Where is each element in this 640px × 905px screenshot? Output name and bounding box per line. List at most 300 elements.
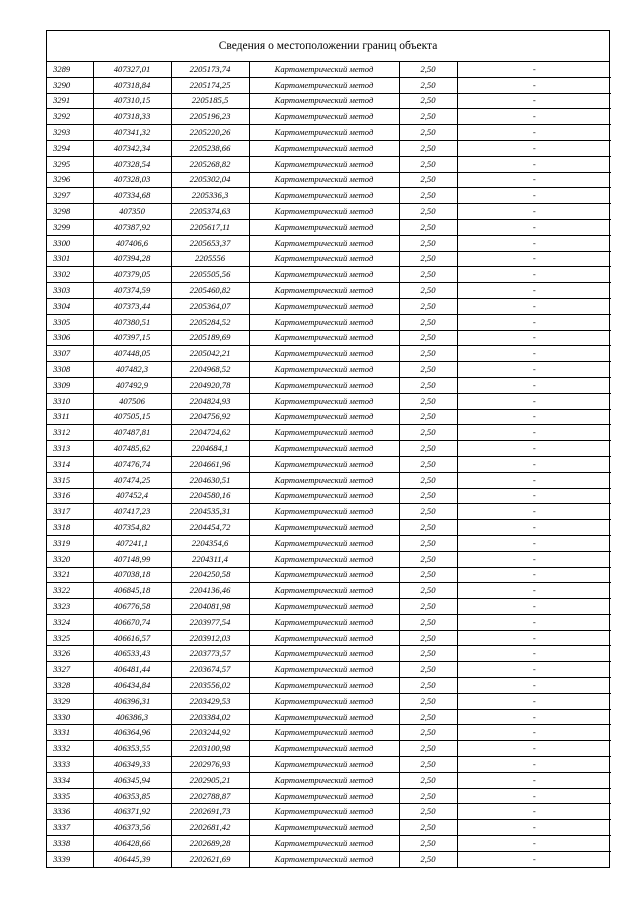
document-sheet bbox=[46, 30, 610, 868]
y-coordinate-cell: 2205268,82 bbox=[171, 156, 249, 172]
precision-cell: 2,50 bbox=[399, 820, 457, 836]
y-coordinate-cell: 2205617,11 bbox=[171, 219, 249, 235]
precision-cell: 2,50 bbox=[399, 851, 457, 866]
method-cell: Картометрический метод bbox=[249, 219, 399, 235]
method-cell: Картометрический метод bbox=[249, 504, 399, 520]
description-cell: - bbox=[457, 820, 611, 836]
table-row bbox=[47, 788, 611, 804]
y-coordinate-cell: 2203384,02 bbox=[171, 709, 249, 725]
precision-cell: 2,50 bbox=[399, 599, 457, 615]
method-cell: Картометрический метод bbox=[249, 140, 399, 156]
table-row bbox=[47, 488, 611, 504]
x-coordinate-cell: 407334,68 bbox=[93, 188, 171, 204]
description-cell: - bbox=[457, 535, 611, 551]
y-coordinate-cell: 2205042,21 bbox=[171, 346, 249, 362]
y-coordinate-cell: 2202681,42 bbox=[171, 820, 249, 836]
y-coordinate-cell: 2203556,02 bbox=[171, 678, 249, 694]
method-cell: Картометрический метод bbox=[249, 109, 399, 125]
description-cell: - bbox=[457, 583, 611, 599]
point-number-cell: 3326 bbox=[47, 646, 93, 662]
y-coordinate-cell: 2205374,63 bbox=[171, 204, 249, 220]
point-number-cell: 3316 bbox=[47, 488, 93, 504]
description-cell: - bbox=[457, 125, 611, 141]
method-cell: Картометрический метод bbox=[249, 377, 399, 393]
description-cell: - bbox=[457, 772, 611, 788]
y-coordinate-cell: 2205284,52 bbox=[171, 314, 249, 330]
point-number-cell: 3332 bbox=[47, 741, 93, 757]
x-coordinate-cell: 407350 bbox=[93, 204, 171, 220]
precision-cell: 2,50 bbox=[399, 93, 457, 109]
description-cell: - bbox=[457, 488, 611, 504]
x-coordinate-cell: 407310,15 bbox=[93, 93, 171, 109]
x-coordinate-cell: 406349,33 bbox=[93, 757, 171, 773]
precision-cell: 2,50 bbox=[399, 836, 457, 852]
point-number-cell: 3302 bbox=[47, 267, 93, 283]
method-cell: Картометрический метод bbox=[249, 646, 399, 662]
y-coordinate-cell: 2203100,98 bbox=[171, 741, 249, 757]
description-cell: - bbox=[457, 204, 611, 220]
precision-cell: 2,50 bbox=[399, 267, 457, 283]
y-coordinate-cell: 2205364,07 bbox=[171, 298, 249, 314]
description-cell: - bbox=[457, 836, 611, 852]
y-coordinate-cell: 2205653,37 bbox=[171, 235, 249, 251]
y-coordinate-cell: 2205460,82 bbox=[171, 283, 249, 299]
point-number-cell: 3334 bbox=[47, 772, 93, 788]
precision-cell: 2,50 bbox=[399, 693, 457, 709]
precision-cell: 2,50 bbox=[399, 425, 457, 441]
table-row bbox=[47, 583, 611, 599]
description-cell: - bbox=[457, 62, 611, 77]
table-row bbox=[47, 204, 611, 220]
description-cell: - bbox=[457, 741, 611, 757]
table-row bbox=[47, 836, 611, 852]
y-coordinate-cell: 2204661,96 bbox=[171, 456, 249, 472]
precision-cell: 2,50 bbox=[399, 662, 457, 678]
y-coordinate-cell: 2202788,87 bbox=[171, 788, 249, 804]
point-number-cell: 3318 bbox=[47, 520, 93, 536]
point-number-cell: 3290 bbox=[47, 77, 93, 93]
point-number-cell: 3325 bbox=[47, 630, 93, 646]
point-number-cell: 3289 bbox=[47, 62, 93, 77]
y-coordinate-cell: 2204968,52 bbox=[171, 362, 249, 378]
method-cell: Картометрический метод bbox=[249, 393, 399, 409]
point-number-cell: 3293 bbox=[47, 125, 93, 141]
table-title: Сведения о местоположении границ объекта bbox=[47, 31, 609, 62]
table-row bbox=[47, 409, 611, 425]
y-coordinate-cell: 2205173,74 bbox=[171, 62, 249, 77]
method-cell: Картометрический метод bbox=[249, 693, 399, 709]
x-coordinate-cell: 407342,34 bbox=[93, 140, 171, 156]
table-row bbox=[47, 551, 611, 567]
method-cell: Картометрический метод bbox=[249, 836, 399, 852]
method-cell: Картометрический метод bbox=[249, 725, 399, 741]
precision-cell: 2,50 bbox=[399, 62, 457, 77]
method-cell: Картометрический метод bbox=[249, 551, 399, 567]
table-row bbox=[47, 298, 611, 314]
point-number-cell: 3313 bbox=[47, 441, 93, 457]
y-coordinate-cell: 2203429,53 bbox=[171, 693, 249, 709]
coordinates-table bbox=[47, 62, 611, 867]
table-row bbox=[47, 93, 611, 109]
point-number-cell: 3320 bbox=[47, 551, 93, 567]
method-cell: Картометрический метод bbox=[249, 298, 399, 314]
precision-cell: 2,50 bbox=[399, 409, 457, 425]
x-coordinate-cell: 406364,96 bbox=[93, 725, 171, 741]
table-row bbox=[47, 630, 611, 646]
x-coordinate-cell: 407397,15 bbox=[93, 330, 171, 346]
precision-cell: 2,50 bbox=[399, 140, 457, 156]
description-cell: - bbox=[457, 109, 611, 125]
point-number-cell: 3319 bbox=[47, 535, 93, 551]
table-row bbox=[47, 709, 611, 725]
x-coordinate-cell: 407394,28 bbox=[93, 251, 171, 267]
table-row bbox=[47, 472, 611, 488]
description-cell: - bbox=[457, 441, 611, 457]
point-number-cell: 3312 bbox=[47, 425, 93, 441]
method-cell: Картометрический метод bbox=[249, 567, 399, 583]
point-number-cell: 3292 bbox=[47, 109, 93, 125]
x-coordinate-cell: 406670,74 bbox=[93, 614, 171, 630]
y-coordinate-cell: 2204354,6 bbox=[171, 535, 249, 551]
method-cell: Картометрический метод bbox=[249, 614, 399, 630]
method-cell: Картометрический метод bbox=[249, 851, 399, 866]
y-coordinate-cell: 2204250,58 bbox=[171, 567, 249, 583]
precision-cell: 2,50 bbox=[399, 219, 457, 235]
x-coordinate-cell: 407474,25 bbox=[93, 472, 171, 488]
description-cell: - bbox=[457, 219, 611, 235]
table-row bbox=[47, 156, 611, 172]
point-number-cell: 3296 bbox=[47, 172, 93, 188]
method-cell: Картометрический метод bbox=[249, 93, 399, 109]
method-cell: Картометрический метод bbox=[249, 820, 399, 836]
method-cell: Картометрический метод bbox=[249, 741, 399, 757]
precision-cell: 2,50 bbox=[399, 330, 457, 346]
method-cell: Картометрический метод bbox=[249, 251, 399, 267]
x-coordinate-cell: 407505,15 bbox=[93, 409, 171, 425]
point-number-cell: 3330 bbox=[47, 709, 93, 725]
table-row bbox=[47, 267, 611, 283]
x-coordinate-cell: 406481,44 bbox=[93, 662, 171, 678]
x-coordinate-cell: 407482,3 bbox=[93, 362, 171, 378]
method-cell: Картометрический метод bbox=[249, 425, 399, 441]
table-row bbox=[47, 125, 611, 141]
description-cell: - bbox=[457, 330, 611, 346]
method-cell: Картометрический метод bbox=[249, 156, 399, 172]
y-coordinate-cell: 2204684,1 bbox=[171, 441, 249, 457]
x-coordinate-cell: 406533,43 bbox=[93, 646, 171, 662]
description-cell: - bbox=[457, 757, 611, 773]
table-row bbox=[47, 678, 611, 694]
precision-cell: 2,50 bbox=[399, 488, 457, 504]
description-cell: - bbox=[457, 456, 611, 472]
point-number-cell: 3308 bbox=[47, 362, 93, 378]
table-row bbox=[47, 614, 611, 630]
x-coordinate-cell: 407406,6 bbox=[93, 235, 171, 251]
method-cell: Картометрический метод bbox=[249, 77, 399, 93]
x-coordinate-cell: 407452,4 bbox=[93, 488, 171, 504]
x-coordinate-cell: 407374,59 bbox=[93, 283, 171, 299]
description-cell: - bbox=[457, 314, 611, 330]
x-coordinate-cell: 406776,58 bbox=[93, 599, 171, 615]
method-cell: Картометрический метод bbox=[249, 267, 399, 283]
description-cell: - bbox=[457, 599, 611, 615]
x-coordinate-cell: 406845,18 bbox=[93, 583, 171, 599]
precision-cell: 2,50 bbox=[399, 678, 457, 694]
point-number-cell: 3314 bbox=[47, 456, 93, 472]
table-row bbox=[47, 757, 611, 773]
table-row bbox=[47, 456, 611, 472]
precision-cell: 2,50 bbox=[399, 172, 457, 188]
method-cell: Картометрический метод bbox=[249, 472, 399, 488]
table-row bbox=[47, 251, 611, 267]
point-number-cell: 3336 bbox=[47, 804, 93, 820]
y-coordinate-cell: 2205196,23 bbox=[171, 109, 249, 125]
y-coordinate-cell: 2204136,46 bbox=[171, 583, 249, 599]
point-number-cell: 3291 bbox=[47, 93, 93, 109]
x-coordinate-cell: 407373,44 bbox=[93, 298, 171, 314]
point-number-cell: 3305 bbox=[47, 314, 93, 330]
precision-cell: 2,50 bbox=[399, 156, 457, 172]
y-coordinate-cell: 2203773,57 bbox=[171, 646, 249, 662]
description-cell: - bbox=[457, 251, 611, 267]
table-row bbox=[47, 377, 611, 393]
table-row bbox=[47, 851, 611, 866]
point-number-cell: 3335 bbox=[47, 788, 93, 804]
precision-cell: 2,50 bbox=[399, 583, 457, 599]
point-number-cell: 3331 bbox=[47, 725, 93, 741]
x-coordinate-cell: 407487,81 bbox=[93, 425, 171, 441]
method-cell: Картометрический метод bbox=[249, 520, 399, 536]
y-coordinate-cell: 2205174,25 bbox=[171, 77, 249, 93]
point-number-cell: 3297 bbox=[47, 188, 93, 204]
point-number-cell: 3324 bbox=[47, 614, 93, 630]
y-coordinate-cell: 2203912,03 bbox=[171, 630, 249, 646]
description-cell: - bbox=[457, 646, 611, 662]
method-cell: Картометрический метод bbox=[249, 314, 399, 330]
precision-cell: 2,50 bbox=[399, 77, 457, 93]
table-row bbox=[47, 77, 611, 93]
description-cell: - bbox=[457, 788, 611, 804]
y-coordinate-cell: 2205556 bbox=[171, 251, 249, 267]
y-coordinate-cell: 2205302,04 bbox=[171, 172, 249, 188]
table-row bbox=[47, 725, 611, 741]
precision-cell: 2,50 bbox=[399, 346, 457, 362]
x-coordinate-cell: 407148,99 bbox=[93, 551, 171, 567]
precision-cell: 2,50 bbox=[399, 757, 457, 773]
x-coordinate-cell: 407354,82 bbox=[93, 520, 171, 536]
y-coordinate-cell: 2205185,5 bbox=[171, 93, 249, 109]
table-row bbox=[47, 393, 611, 409]
x-coordinate-cell: 406371,92 bbox=[93, 804, 171, 820]
precision-cell: 2,50 bbox=[399, 314, 457, 330]
x-coordinate-cell: 407379,05 bbox=[93, 267, 171, 283]
precision-cell: 2,50 bbox=[399, 614, 457, 630]
precision-cell: 2,50 bbox=[399, 725, 457, 741]
description-cell: - bbox=[457, 267, 611, 283]
description-cell: - bbox=[457, 377, 611, 393]
point-number-cell: 3338 bbox=[47, 836, 93, 852]
x-coordinate-cell: 407492,9 bbox=[93, 377, 171, 393]
precision-cell: 2,50 bbox=[399, 504, 457, 520]
description-cell: - bbox=[457, 520, 611, 536]
x-coordinate-cell: 406445,39 bbox=[93, 851, 171, 866]
table-row bbox=[47, 140, 611, 156]
x-coordinate-cell: 406616,57 bbox=[93, 630, 171, 646]
description-cell: - bbox=[457, 614, 611, 630]
table-row bbox=[47, 219, 611, 235]
point-number-cell: 3310 bbox=[47, 393, 93, 409]
method-cell: Картометрический метод bbox=[249, 804, 399, 820]
y-coordinate-cell: 2203244,92 bbox=[171, 725, 249, 741]
method-cell: Картометрический метод bbox=[249, 441, 399, 457]
y-coordinate-cell: 2205336,3 bbox=[171, 188, 249, 204]
point-number-cell: 3321 bbox=[47, 567, 93, 583]
table-row bbox=[47, 283, 611, 299]
description-cell: - bbox=[457, 235, 611, 251]
method-cell: Картометрический метод bbox=[249, 330, 399, 346]
description-cell: - bbox=[457, 409, 611, 425]
point-number-cell: 3327 bbox=[47, 662, 93, 678]
description-cell: - bbox=[457, 362, 611, 378]
description-cell: - bbox=[457, 156, 611, 172]
x-coordinate-cell: 407318,84 bbox=[93, 77, 171, 93]
y-coordinate-cell: 2202691,73 bbox=[171, 804, 249, 820]
table-row bbox=[47, 441, 611, 457]
x-coordinate-cell: 406396,31 bbox=[93, 693, 171, 709]
method-cell: Картометрический метод bbox=[249, 235, 399, 251]
table-row bbox=[47, 235, 611, 251]
y-coordinate-cell: 2203977,54 bbox=[171, 614, 249, 630]
precision-cell: 2,50 bbox=[399, 109, 457, 125]
method-cell: Картометрический метод bbox=[249, 757, 399, 773]
description-cell: - bbox=[457, 77, 611, 93]
x-coordinate-cell: 406353,55 bbox=[93, 741, 171, 757]
method-cell: Картометрический метод bbox=[249, 678, 399, 694]
table-row bbox=[47, 741, 611, 757]
method-cell: Картометрический метод bbox=[249, 283, 399, 299]
y-coordinate-cell: 2202905,21 bbox=[171, 772, 249, 788]
point-number-cell: 3323 bbox=[47, 599, 93, 615]
x-coordinate-cell: 407387,92 bbox=[93, 219, 171, 235]
precision-cell: 2,50 bbox=[399, 125, 457, 141]
x-coordinate-cell: 407341,32 bbox=[93, 125, 171, 141]
method-cell: Картометрический метод bbox=[249, 409, 399, 425]
method-cell: Картометрический метод bbox=[249, 662, 399, 678]
x-coordinate-cell: 407485,62 bbox=[93, 441, 171, 457]
precision-cell: 2,50 bbox=[399, 188, 457, 204]
description-cell: - bbox=[457, 504, 611, 520]
x-coordinate-cell: 406353,85 bbox=[93, 788, 171, 804]
description-cell: - bbox=[457, 93, 611, 109]
point-number-cell: 3299 bbox=[47, 219, 93, 235]
precision-cell: 2,50 bbox=[399, 788, 457, 804]
method-cell: Картометрический метод bbox=[249, 709, 399, 725]
precision-cell: 2,50 bbox=[399, 298, 457, 314]
method-cell: Картометрический метод bbox=[249, 583, 399, 599]
y-coordinate-cell: 2202689,28 bbox=[171, 836, 249, 852]
table-row bbox=[47, 172, 611, 188]
point-number-cell: 3311 bbox=[47, 409, 93, 425]
point-number-cell: 3298 bbox=[47, 204, 93, 220]
precision-cell: 2,50 bbox=[399, 456, 457, 472]
table-row bbox=[47, 646, 611, 662]
y-coordinate-cell: 2204311,4 bbox=[171, 551, 249, 567]
precision-cell: 2,50 bbox=[399, 204, 457, 220]
method-cell: Картометрический метод bbox=[249, 362, 399, 378]
method-cell: Картометрический метод bbox=[249, 788, 399, 804]
x-coordinate-cell: 406345,94 bbox=[93, 772, 171, 788]
description-cell: - bbox=[457, 804, 611, 820]
precision-cell: 2,50 bbox=[399, 567, 457, 583]
x-coordinate-cell: 406428,66 bbox=[93, 836, 171, 852]
table-row bbox=[47, 346, 611, 362]
description-cell: - bbox=[457, 298, 611, 314]
x-coordinate-cell: 407417,23 bbox=[93, 504, 171, 520]
point-number-cell: 3315 bbox=[47, 472, 93, 488]
y-coordinate-cell: 2205220,26 bbox=[171, 125, 249, 141]
table-row bbox=[47, 188, 611, 204]
description-cell: - bbox=[457, 662, 611, 678]
y-coordinate-cell: 2204824,93 bbox=[171, 393, 249, 409]
x-coordinate-cell: 407380,51 bbox=[93, 314, 171, 330]
x-coordinate-cell: 406434,84 bbox=[93, 678, 171, 694]
description-cell: - bbox=[457, 188, 611, 204]
description-cell: - bbox=[457, 725, 611, 741]
method-cell: Картометрический метод bbox=[249, 630, 399, 646]
method-cell: Картометрический метод bbox=[249, 599, 399, 615]
description-cell: - bbox=[457, 693, 611, 709]
x-coordinate-cell: 406373,56 bbox=[93, 820, 171, 836]
point-number-cell: 3295 bbox=[47, 156, 93, 172]
table-row bbox=[47, 520, 611, 536]
table-row bbox=[47, 599, 611, 615]
precision-cell: 2,50 bbox=[399, 441, 457, 457]
point-number-cell: 3301 bbox=[47, 251, 93, 267]
precision-cell: 2,50 bbox=[399, 283, 457, 299]
point-number-cell: 3339 bbox=[47, 851, 93, 866]
precision-cell: 2,50 bbox=[399, 551, 457, 567]
precision-cell: 2,50 bbox=[399, 377, 457, 393]
y-coordinate-cell: 2205189,69 bbox=[171, 330, 249, 346]
method-cell: Картометрический метод bbox=[249, 62, 399, 77]
precision-cell: 2,50 bbox=[399, 251, 457, 267]
table-row bbox=[47, 772, 611, 788]
point-number-cell: 3303 bbox=[47, 283, 93, 299]
precision-cell: 2,50 bbox=[399, 520, 457, 536]
table-row bbox=[47, 62, 611, 77]
description-cell: - bbox=[457, 851, 611, 866]
point-number-cell: 3307 bbox=[47, 346, 93, 362]
precision-cell: 2,50 bbox=[399, 362, 457, 378]
y-coordinate-cell: 2204756,92 bbox=[171, 409, 249, 425]
precision-cell: 2,50 bbox=[399, 535, 457, 551]
table-row bbox=[47, 109, 611, 125]
method-cell: Картометрический метод bbox=[249, 456, 399, 472]
description-cell: - bbox=[457, 630, 611, 646]
precision-cell: 2,50 bbox=[399, 646, 457, 662]
x-coordinate-cell: 407318,33 bbox=[93, 109, 171, 125]
point-number-cell: 3317 bbox=[47, 504, 93, 520]
coordinates-table-body bbox=[47, 62, 611, 867]
method-cell: Картометрический метод bbox=[249, 125, 399, 141]
method-cell: Картометрический метод bbox=[249, 488, 399, 504]
method-cell: Картометрический метод bbox=[249, 346, 399, 362]
method-cell: Картометрический метод bbox=[249, 188, 399, 204]
table-row bbox=[47, 330, 611, 346]
description-cell: - bbox=[457, 551, 611, 567]
method-cell: Картометрический метод bbox=[249, 204, 399, 220]
point-number-cell: 3309 bbox=[47, 377, 93, 393]
